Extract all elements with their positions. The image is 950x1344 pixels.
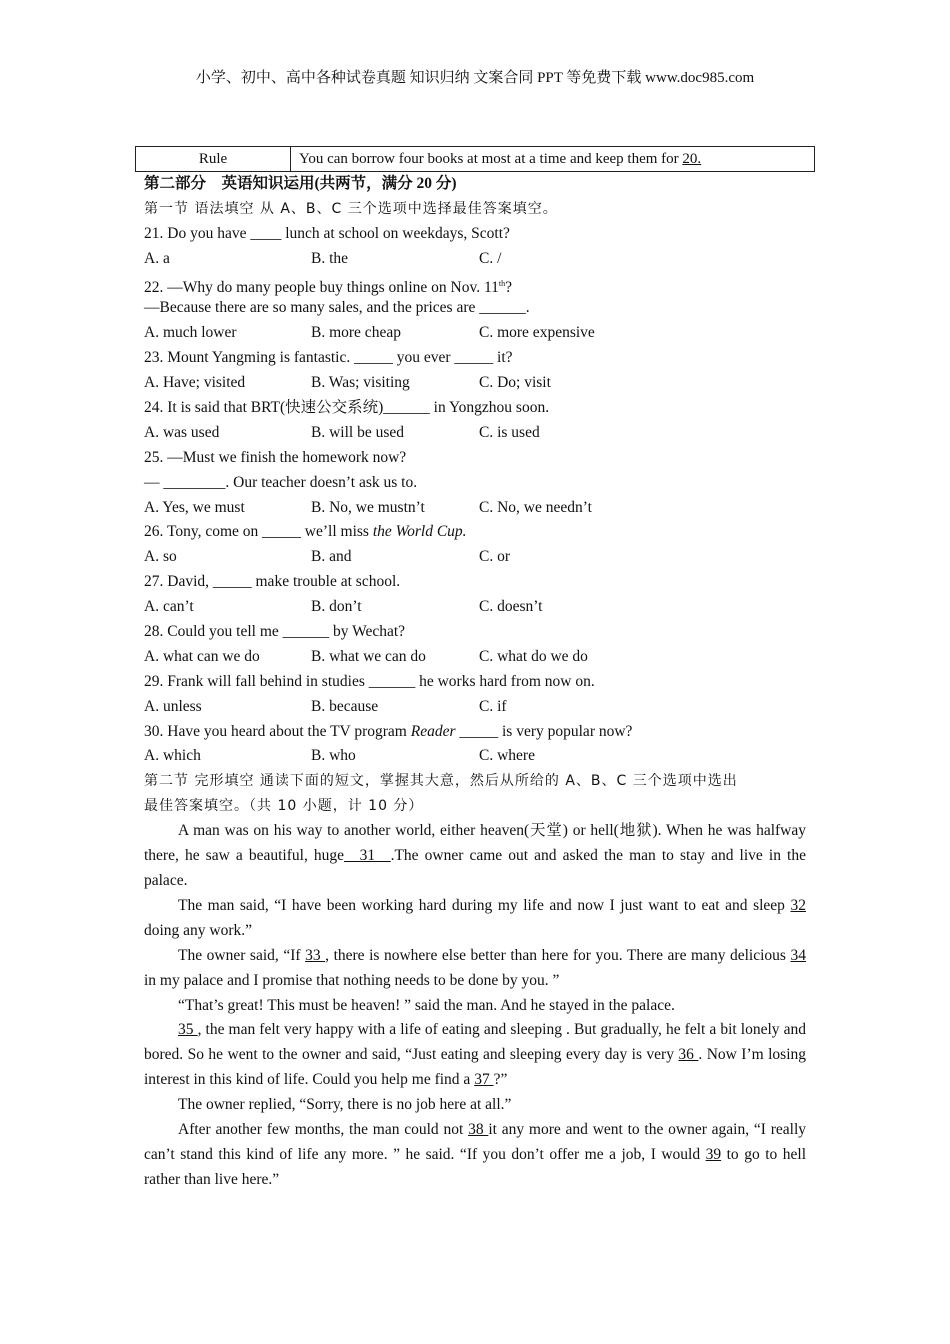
q26-stem bbox=[144, 520, 806, 545]
option-c: C. / bbox=[479, 249, 502, 267]
option-b: B. Was; visiting bbox=[311, 374, 410, 392]
option-c: C. doesn’t bbox=[479, 598, 543, 616]
option-b: B. more cheap bbox=[311, 324, 401, 342]
p1-text-b: .The owner came out and asked the man to stay and live in the palace. bbox=[144, 847, 806, 889]
passage-paragraph-1 bbox=[144, 819, 806, 894]
p3-text-c: in my palace and I promise that nothing needs to be done by you. ” bbox=[144, 971, 560, 989]
q25-stem: 25. —Must we finish the homework now? bbox=[144, 448, 407, 466]
q22-reply: —Because there are so many sales, and the prices are ______. bbox=[144, 299, 530, 317]
q22-stem-end: ? bbox=[505, 278, 513, 296]
q28-options bbox=[144, 645, 806, 670]
blank-39: 39 bbox=[705, 1145, 722, 1163]
blank-36: 36 bbox=[678, 1046, 699, 1064]
option-c: C. what do we do bbox=[479, 647, 588, 665]
option-a: A. Have; visited bbox=[144, 374, 246, 392]
option-b: B. No, we mustn’t bbox=[311, 498, 425, 516]
passage-paragraph-6: The owner replied, “Sorry, there is no job here at all.” bbox=[178, 1096, 512, 1114]
option-b: B. because bbox=[311, 697, 379, 715]
option-c: C. or bbox=[479, 548, 510, 566]
q28-stem: 28. Could you tell me ______ by Wechat? bbox=[144, 623, 406, 641]
q22-options bbox=[144, 321, 806, 346]
p5-text-b: . Now I’m losing interest in this kind of life. Could you help me find a bbox=[144, 1046, 806, 1089]
p1-text-a: A man was on his way to another world, either heaven(天堂) or hell(地狱). When he was halfway there, he saw a beautiful, huge bbox=[144, 822, 806, 865]
blank-38: 38 bbox=[468, 1121, 489, 1139]
q26-title: the World Cup. bbox=[372, 523, 467, 541]
p5-text-c: ?” bbox=[493, 1071, 508, 1089]
passage-paragraph-4: “That’s great! This must be heaven! ” said the man. And he stayed in the palace. bbox=[178, 996, 675, 1014]
blank-20: 20. bbox=[682, 150, 702, 167]
q24-options bbox=[144, 421, 806, 446]
section1-title: 第一节 语法填空 从 A、B、C 三个选项中选择最佳答案填空。 bbox=[144, 200, 558, 217]
option-a: A. what can we do bbox=[144, 647, 260, 665]
option-b: B. don’t bbox=[311, 598, 362, 616]
option-a: A. unless bbox=[144, 697, 202, 715]
q22-stem bbox=[144, 272, 806, 297]
q25-options bbox=[144, 496, 806, 521]
q27-options bbox=[144, 595, 806, 620]
section2-title-line1: 第二节 完形填空 通读下面的短文，掌握其大意，然后从所给的 A、B、C 三个选项中选出 bbox=[144, 773, 738, 790]
q23-options bbox=[144, 371, 806, 396]
option-c: C. No, we needn’t bbox=[479, 498, 592, 516]
site-watermark-header: 小学、初中、高中各种试卷真题 知识归纳 文案合同 PPT 等免费下载 www.doc985.com bbox=[195, 70, 755, 86]
option-c: C. where bbox=[479, 747, 535, 765]
option-b: B. will be used bbox=[311, 423, 404, 441]
blank-33: 33 bbox=[305, 946, 326, 964]
blank-34: 34 bbox=[790, 946, 806, 964]
rule-label-cell: Rule bbox=[136, 147, 291, 172]
rule-text: You can borrow four books at most at a time and keep them for bbox=[299, 150, 683, 167]
q26-options bbox=[144, 545, 806, 570]
q21-stem: 21. Do you have ____ lunch at school on weekdays, Scott? bbox=[144, 224, 510, 242]
p5-text-a: , the man felt very happy with a life of eating and sleeping . But gradually, he felt a bit lonely and bored. So he went to the owner and said, “Just eating and sleeping every day is very bbox=[144, 1021, 806, 1064]
p3-text-a: The owner said, “If bbox=[178, 946, 306, 964]
passage-paragraph-2 bbox=[144, 894, 806, 944]
option-a: A. can’t bbox=[144, 598, 194, 616]
p7-text-b: it any more and went to the owner again, “I really can’t stand this kind of life any more. ” he said. “If you don’t offer me a job, I would bbox=[144, 1121, 806, 1163]
part2-title: 第二部分 英语知识运用(共两节，满分 20 分) bbox=[144, 175, 457, 192]
q24-stem: 24. It is said that BRT(快速公交系统)______ in Yongzhou soon. bbox=[144, 399, 550, 417]
q30-stem-text: 30. Have you heard about the TV program bbox=[144, 722, 411, 740]
q30-program: Reader bbox=[410, 722, 456, 740]
p2-text-a: The man said, “I have been working hard during my life and now I just want to eat and sleep bbox=[178, 896, 791, 914]
passage-paragraph-3 bbox=[144, 944, 806, 994]
option-a: A. a bbox=[144, 249, 170, 267]
q22-sup: th bbox=[498, 278, 506, 288]
q25-reply: — ________. Our teacher doesn’t ask us to. bbox=[144, 473, 418, 491]
passage-paragraph-5 bbox=[144, 1018, 806, 1093]
blank-35: 35 bbox=[178, 1021, 198, 1039]
option-a: A. much lower bbox=[144, 324, 237, 342]
q23-stem: 23. Mount Yangming is fantastic. _____ you ever _____ it? bbox=[144, 349, 513, 367]
q30-stem-end: _____ is very popular now? bbox=[455, 722, 633, 740]
p7-text-a: After another few months, the man could not bbox=[178, 1121, 469, 1139]
option-b: B. the bbox=[311, 249, 349, 267]
p7-text-c: to go to hell rather than live here.” bbox=[144, 1145, 806, 1188]
library-rules-table bbox=[135, 146, 815, 172]
q30-options bbox=[144, 744, 806, 769]
option-c: C. Do; visit bbox=[479, 374, 551, 392]
option-a: A. was used bbox=[144, 423, 220, 441]
option-c: C. more expensive bbox=[479, 324, 595, 342]
q21-options bbox=[144, 247, 806, 272]
q29-options bbox=[144, 695, 806, 720]
p2-text-b: doing any work.” bbox=[144, 921, 253, 939]
rule-content-cell bbox=[291, 147, 815, 172]
option-a: A. which bbox=[144, 747, 201, 765]
option-a: A. so bbox=[144, 548, 177, 566]
option-b: B. and bbox=[311, 548, 352, 566]
option-c: C. if bbox=[479, 697, 507, 715]
q27-stem: 27. David, _____ make trouble at school. bbox=[144, 573, 401, 591]
table-row bbox=[136, 147, 815, 172]
option-b: B. who bbox=[311, 747, 356, 765]
option-a: A. Yes, we must bbox=[144, 498, 245, 516]
q29-stem: 29. Frank will fall behind in studies ______ he works hard from now on. bbox=[144, 672, 595, 690]
q30-stem bbox=[144, 720, 806, 745]
blank-32: 32 bbox=[790, 896, 806, 914]
exam-content bbox=[144, 172, 806, 1193]
q26-stem-text: 26. Tony, come on _____ we’ll miss bbox=[144, 523, 373, 541]
p3-text-b: , there is nowhere else better than here for you. There are many delicious bbox=[325, 946, 791, 964]
section2-title-line2: 最佳答案填空。（共 10 小题，计 10 分） bbox=[144, 798, 424, 815]
q22-stem-text: 22. —Why do many people buy things online on Nov. 11 bbox=[144, 278, 499, 296]
passage-paragraph-7 bbox=[144, 1118, 806, 1193]
blank-37: 37 bbox=[474, 1071, 494, 1089]
option-c: C. is used bbox=[479, 423, 540, 441]
blank-31: __31__ bbox=[344, 847, 391, 865]
option-b: B. what we can do bbox=[311, 647, 426, 665]
